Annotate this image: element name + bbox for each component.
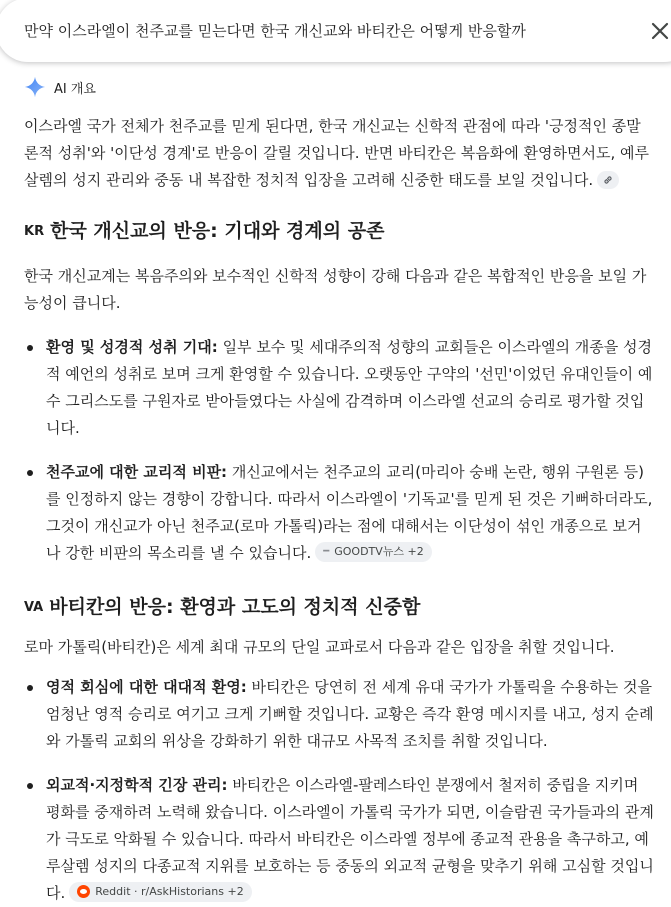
intro-paragraph bbox=[24, 113, 654, 194]
link-chip[interactable] bbox=[597, 171, 619, 189]
bullet-text: 개신교에서는 천주교의 교리(마리아 숭배 논란, 행위 구원론 등)를 인정하지 않는 경향이 강합니다. 따라서 이스라엘이 '기독교'를 믿게 된 것은 기뻐하더라도, 그것이 개신교가 아닌 천주교(로마 가톨릭)라는 점에 대해서는 이단성이 섞인 개종으로 보거나 강한 비판의 목소리를 낼 수 있습니다. bbox=[46, 463, 653, 562]
section-intro: 로마 가톨릭(바티칸)은 세계 최대 규모의 단일 교파로서 다음과 같은 입장을 취할 것입니다. bbox=[24, 638, 615, 656]
section-heading-vatican bbox=[24, 593, 654, 621]
source-chip-reddit[interactable] bbox=[69, 882, 251, 902]
bullet-title: 환영 및 성경적 성취 기대: bbox=[46, 338, 218, 356]
source-chip-goodtv[interactable] bbox=[315, 542, 432, 562]
link-icon bbox=[602, 174, 614, 186]
reddit-icon bbox=[77, 885, 90, 898]
list-item bbox=[24, 772, 654, 907]
list-item bbox=[24, 334, 654, 442]
bullet-title: 외교적·지정학적 긴장 관리: bbox=[46, 776, 228, 794]
source-label: Reddit · r/AskHistorians +2 bbox=[95, 885, 244, 898]
bullet-title: 천주교에 대한 교리적 비판: bbox=[46, 463, 228, 481]
source-label: GOODTV뉴스 +2 bbox=[334, 545, 424, 558]
bullet-text: 바티칸은 당연히 전 세계 유대 국가가 가톨릭을 수용하는 것을 엄청난 영적 승리로 여기고 크게 기뻐할 것입니다. 교황은 즉각 환영 메시지를 내고, 성지 순례와 가톨릭 교회의 위상을 강화하기 위한 대규모 사목적 조치를 취할 것입니다. bbox=[46, 678, 654, 750]
section-title: 바티칸의 반응: 환영과 고도의 정치적 신중함 bbox=[49, 596, 421, 618]
ai-overview-content bbox=[24, 113, 654, 907]
bullet-title: 영적 회심에 대한 대대적 환영: bbox=[46, 678, 247, 696]
bullet-text: 일부 보수 및 세대주의적 성향의 교회들은 이스라엘의 개종을 성경적 예언의 성취로 보며 크게 환영할 수 있습니다. 오랫동안 구약의 '선민'이었던 유대인들이 예수 그리스도를 구원자로 받아들였다는 사실에 감격하며 이스라엘 선교의 승리로 평가할 것입니다. bbox=[46, 338, 653, 437]
bullet-list bbox=[24, 674, 654, 907]
ai-overview-label: AI 개요 bbox=[54, 81, 96, 97]
bullet-list bbox=[24, 334, 654, 567]
section-title: 한국 개신교의 반응: 기대와 경계의 공존 bbox=[50, 220, 385, 242]
bullet-text: 바티칸은 이스라엘-팔레스타인 분쟁에서 철저히 중립을 지키며 평화를 중재하려 노력해 왔습니다. 이스라엘이 가톨릭 국가가 되면, 이슬람권 국가들과의 관계가 극도로 악화될 수 있습니다. 따라서 바티칸은 이스라엘 정부에 종교적 관용을 촉구하고, 예루살렘 성지의 다종교적 지위를 보호하는 등 중동의 외교적 균형을 맞추기 위해 고심할 것입니다. bbox=[46, 776, 654, 902]
list-item bbox=[24, 459, 654, 567]
gemini-sparkle-icon bbox=[24, 76, 46, 98]
section-heading-korean-protestant bbox=[24, 217, 654, 245]
list-item bbox=[24, 674, 654, 755]
search-bar[interactable] bbox=[0, 0, 671, 62]
ai-overview-header bbox=[24, 74, 96, 100]
section-intro: 한국 개신교계는 복음주의와 보수적인 신학적 성향이 강해 다음과 같은 복합적인 반응을 보일 가능성이 큽니다. bbox=[24, 267, 647, 312]
flag-kr: KR bbox=[24, 224, 45, 239]
close-icon[interactable] bbox=[649, 20, 671, 42]
goodtv-icon: ━ bbox=[323, 546, 330, 557]
search-input[interactable]: 만약 이스라엘이 천주교를 믿는다면 한국 개신교와 바티칸은 어떻게 반응할까 bbox=[24, 22, 526, 40]
flag-va: VA bbox=[24, 600, 44, 615]
intro-text: 이스라엘 국가 전체가 천주교를 믿게 된다면, 한국 개신교는 신학적 관점에 따라 '긍정적인 종말론적 성취'와 '이단성 경계'로 반응이 갈릴 것입니다. 반면 바티칸은 복음화에 환영하면서도, 예루살렘의 성지 관리와 중동 내 복잡한 정치적 입장을 고려해 신중한 태도를 보일 것입니다. bbox=[24, 117, 649, 189]
